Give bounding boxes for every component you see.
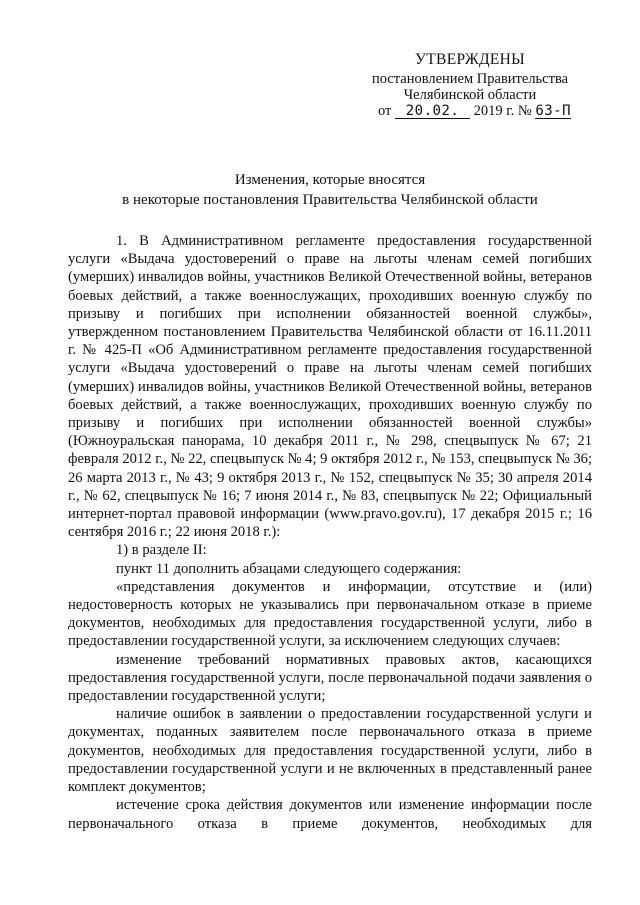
approval-title: УТВЕРЖДЕНЫ <box>415 51 525 68</box>
approval-date: 20.02. <box>395 105 470 119</box>
paragraph-1: 1. В Административном регламенте предоставления государственной услуги «Выдача удостоверений о праве на льготы членам семей погибших (умерших) инвалидов войны, участников Великой Отечественной войны, ветеранов боевых действий, а также военнослужащих, проходивших военную службу по призыву и погибших при исполнении обязанностей военной службы», утвержденном постановлением Правительства Челябинской области от 16.11.2011 г. № 425-П «Об Административном регламенте предоставления государственной услуги «Выдача удостоверений о праве на льготы членам семей погибших (умерших) инвалидов войны, участников Великой Отечественной войны, ветеранов боевых действий, а также военнослужащих, проходивших военную службу по призыву и погибших при исполнении обязанностей военной службы» (Южноуральская панорама, 10 декабря 2011 г., № 298, спецвыпуск № 67; 21 февраля 2012 г., № 22, спецвыпуск № 4; 9 октября 2012 г., № 153, спецвыпуск № 36; 26 марта 2013 г., № 43; 9 октября 2013 г., № 152, спецвыпуск № 35; 30 апреля 2014 г., № 62, спецвыпуск № 16; 7 июня 2014 г., № 83, спецвыпуск № 22; Официальный интернет-портал правовой информации (www.pravo.gov.ru), 17 декабря 2015 г.; 16 сентября 2016 г.; 22 июня 2018 г.): <box>68 233 592 541</box>
document-body <box>68 232 592 833</box>
paragraph-5: изменение требований нормативных правовых актов, касающихся предоставления государственной услуги, после первоначальной подачи заявления о предоставлении государственной услуги; <box>68 651 592 705</box>
year-label: 2019 г. № <box>473 103 532 119</box>
paragraph-2: 1) в разделе II: <box>116 542 207 559</box>
heading-line-1: Изменения, которые вносятся <box>234 172 426 188</box>
paragraph-7: истечение срока действия документов или изменение информации после первоначального отказа в приеме документов, необходимых для <box>68 797 592 832</box>
from-label: от <box>378 103 392 119</box>
paragraph-4: «представления документов и информации, отсутствие и (или) недостоверность которых не указывались при первоначальном отказе в приеме документов, необходимых для предоставления государственной услуги, либо в предоставлении государственной услуги, за исключением следующих случаев: <box>68 578 592 650</box>
approval-number: 63-П <box>535 103 572 119</box>
paragraph-6: наличие ошибок в заявлении о предоставлении государственной услуги и документах, поданных заявителем после первоначального отказа в приеме документов, необходимых для предоставления государственной услуги, либо в предоставлении государственной услуги и не включенных в представленный ранее комплект документов; <box>68 706 592 796</box>
approval-date-line <box>360 103 580 119</box>
approval-stamp <box>360 52 580 119</box>
approval-line-1: постановлением Правительства <box>371 71 569 87</box>
approval-line-2: Челябинской области <box>403 87 537 103</box>
paragraph-3: пункт 11 дополнить абзацами следующего содержания: <box>116 560 462 577</box>
heading-line-2: в некоторые постановления Правительства Челябинской области <box>122 192 538 208</box>
document-heading <box>60 170 600 210</box>
